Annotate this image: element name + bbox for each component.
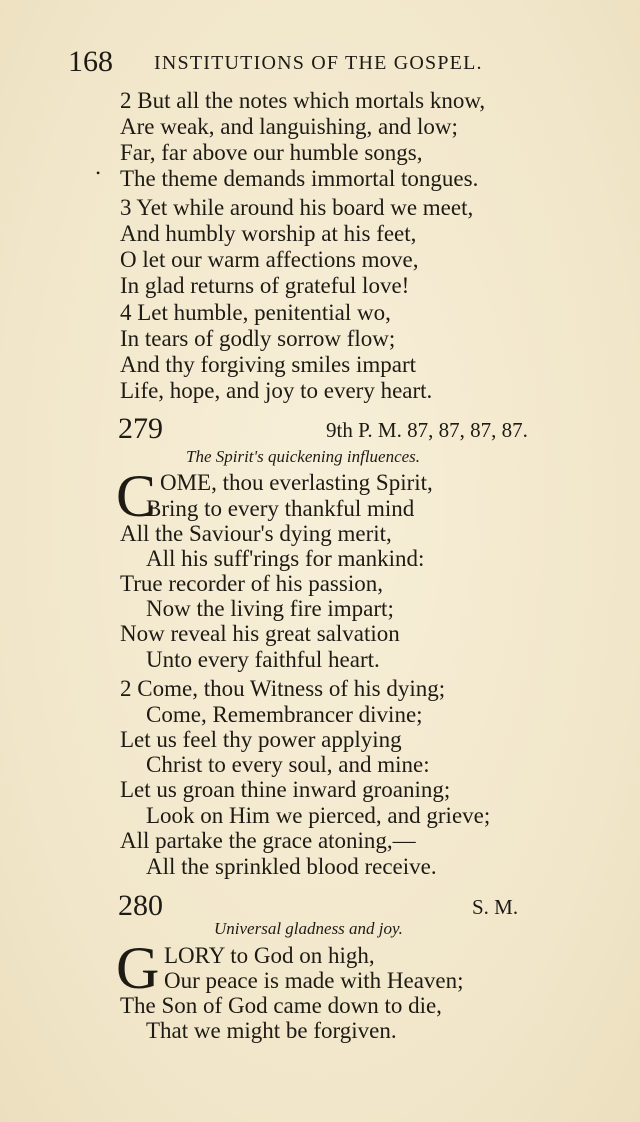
verse-line: And humbly worship at his feet, (120, 221, 417, 246)
verse-line: Life, hope, and joy to every heart. (120, 378, 433, 403)
verse-line: Let us groan thine inward groaning; (120, 777, 451, 802)
verse-line: All his suff'rings for mankind: (146, 546, 425, 571)
running-title: INSTITUTIONS OF THE GOSPEL. (154, 52, 483, 74)
verse-line: 3 Yet while around his board we meet, (120, 195, 474, 220)
verse-line: Are weak, and languishing, and low; (120, 114, 458, 139)
hymn-title: Universal gladness and joy. (214, 919, 403, 938)
verse-line: That we might be forgiven. (146, 1018, 397, 1043)
page-number: 168 (68, 45, 113, 78)
verse-line: In tears of godly sorrow flow; (120, 326, 396, 351)
verse-line: O let our warm affections move, (120, 247, 419, 272)
verse-line: Christ to every soul, and mine: (146, 752, 430, 777)
verse-line: Our peace is made with Heaven; (164, 968, 464, 993)
verse-line: The theme demands immortal tongues. (120, 166, 479, 191)
verse-line: All the Saviour's dying merit, (120, 521, 392, 546)
verse-line: And thy forgiving smiles impart (120, 352, 417, 377)
verse-line: 4 Let humble, penitential wo, (120, 300, 391, 325)
verse-line: Unto every faithful heart. (146, 647, 380, 672)
verse-line: Now the living fire impart; (146, 596, 394, 621)
hymn-number: 279 (118, 412, 163, 445)
verse-line: Now reveal his great salvation (120, 621, 400, 646)
verse-line: Far, far above our humble songs, (120, 140, 423, 165)
verse-line: In glad returns of grateful love! (120, 273, 410, 298)
page-header (64, 42, 584, 82)
drop-cap: C (116, 463, 157, 529)
verse-line: LORY to God on high, (164, 943, 375, 968)
hymn-title: The Spirit's quickening influences. (186, 447, 421, 466)
hymn-number: 280 (118, 889, 163, 922)
verse-line: 2 Come, thou Witness of his dying; (120, 676, 446, 701)
verse-line: Bring to every thankful mind (146, 496, 415, 521)
drop-cap: G (116, 935, 160, 1001)
verse-line: All partake the grace atoning,— (120, 828, 416, 853)
verse-line: 2 But all the notes which mortals know, (120, 88, 486, 113)
verse-line: The Son of God came down to die, (120, 993, 442, 1018)
ink-speck: • (96, 166, 101, 180)
verse-line: All the sprinkled blood receive. (146, 854, 437, 879)
verse-line: Look on Him we pierced, and grieve; (146, 803, 491, 828)
verse-line: Come, Remembrancer divine; (146, 702, 423, 727)
verse-line: OME, thou everlasting Spirit, (160, 470, 433, 495)
verse-line: Let us feel thy power applying (120, 727, 402, 752)
hymn-meter: 9th P. M. 87, 87, 87, 87. (326, 418, 528, 442)
verse-line: True recorder of his passion, (120, 571, 383, 596)
hymn-meter: S. M. (472, 895, 519, 919)
